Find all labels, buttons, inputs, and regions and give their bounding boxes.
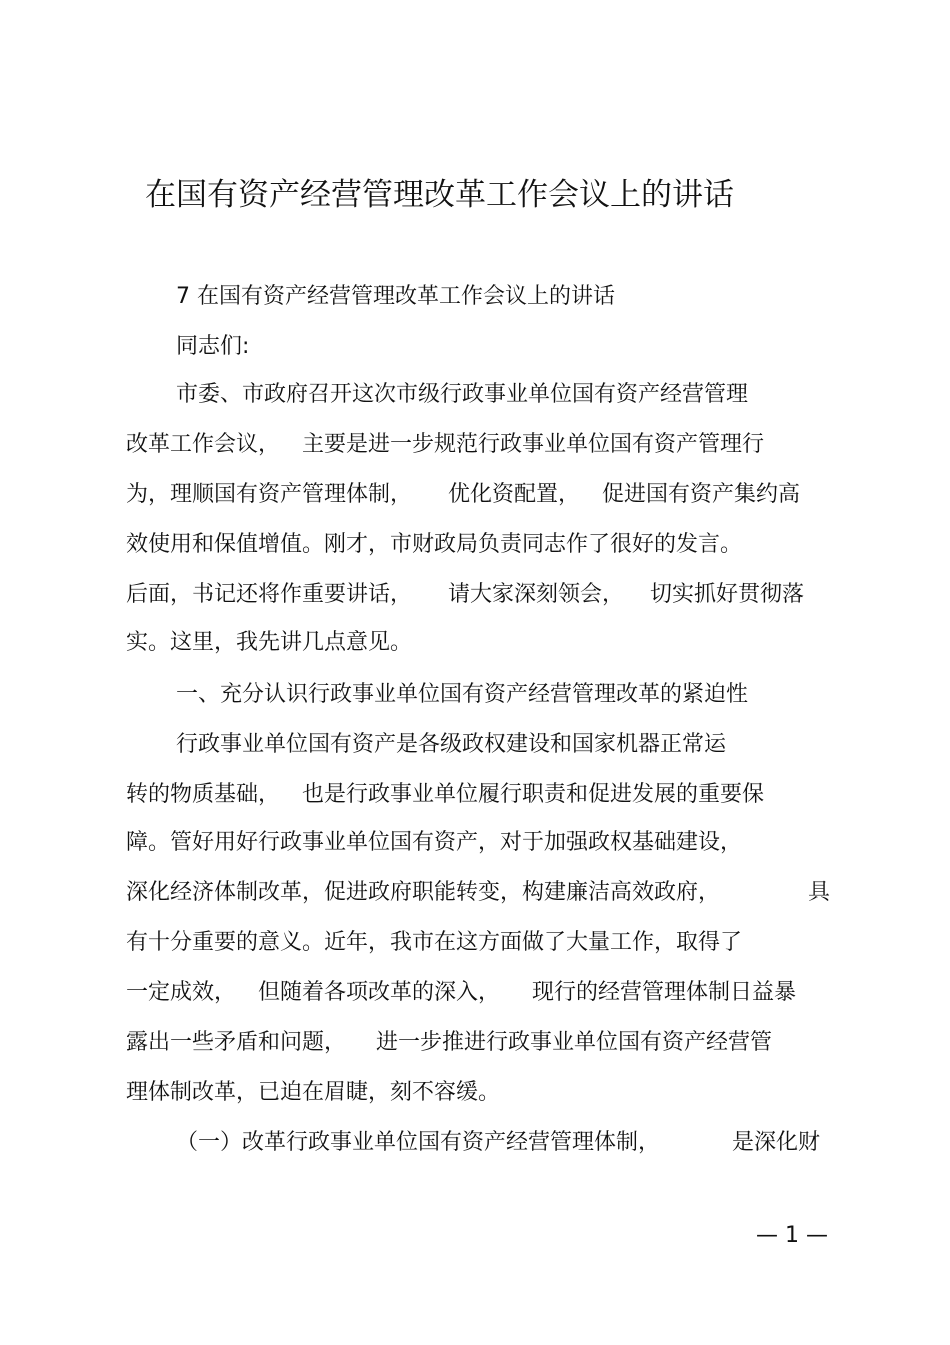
text-segment: 深化经济体制改革，促进政府职能转变，构建廉洁高效政府，	[126, 880, 721, 905]
paragraph-1-line-1: 市委、市政府召开这次市级行政事业单位国有资产经营管理	[176, 382, 749, 407]
paragraph-2-line-4-end: 具	[808, 880, 831, 905]
paragraph-1-line-3	[126, 480, 800, 510]
text-segment: 也是行政事业单位履行职责和促进发展的重要保	[302, 782, 765, 807]
text-segment: 一定成效，	[126, 980, 237, 1005]
paragraph-3-line-1: （一）改革行政事业单位国有资产经营管理体制，	[176, 1130, 661, 1155]
paragraph-1-line-2	[126, 430, 764, 460]
text-segment: 后面，书记还将作重要讲话，	[126, 582, 413, 607]
text-segment: 进一步推进行政事业单位国有资产经营管	[376, 1030, 773, 1055]
paragraph-2-line-3: 障。管好用好行政事业单位国有资产，对于加强政权基础建设，	[126, 830, 743, 855]
document-subtitle: 7 在国有资产经营管理改革工作会议上的讲话	[176, 284, 615, 309]
text-segment: 转的物质基础，	[126, 782, 281, 807]
paragraph-2-line-7	[126, 1028, 772, 1058]
section-heading-1: 一、充分认识行政事业单位国有资产经营管理改革的紧迫性	[176, 682, 749, 707]
text-segment: 切实抓好贯彻落	[650, 582, 805, 607]
paragraph-1-line-5	[126, 580, 804, 610]
paragraph-2-line-1: 行政事业单位国有资产是各级政权建设和国家机器正常运	[176, 732, 727, 757]
text-segment: 为，理顺国有资产管理体制，	[126, 482, 413, 507]
paragraph-2-line-6	[126, 978, 796, 1008]
paragraph-1-line-4: 效使用和保值增值。刚才，市财政局负责同志作了很好的发言。	[126, 532, 743, 557]
paragraph-2-line-8: 理体制改革，已迫在眉睫，刻不容缓。	[126, 1080, 501, 1105]
text-segment: 现行的经营管理体制日益暴	[532, 980, 797, 1005]
text-segment: 改革工作会议，	[126, 432, 281, 457]
page-number: — 1 —	[756, 1223, 828, 1248]
paragraph-2-line-5: 有十分重要的意义。近年，我市在这方面做了大量工作，取得了	[126, 930, 743, 955]
document-title: 在国有资产经营管理改革工作会议上的讲话	[145, 177, 734, 213]
text-segment: 优化资配置，	[448, 482, 581, 507]
text-segment: 主要是进一步规范行政事业单位国有资产管理行	[302, 432, 765, 457]
paragraph-3-line-1-end: 是深化财	[732, 1130, 821, 1155]
paragraph-1-line-6: 实。这里，我先讲几点意见。	[126, 630, 413, 655]
paragraph-2-line-4	[126, 878, 720, 908]
text-segment: 请大家深刻领会，	[448, 582, 625, 607]
greeting: 同志们:	[176, 334, 250, 359]
paragraph-2-line-2	[126, 780, 764, 810]
text-segment: 但随着各项改革的深入，	[258, 980, 501, 1005]
text-segment: 促进国有资产集约高	[602, 482, 801, 507]
text-segment: 露出一些矛盾和问题，	[126, 1030, 347, 1055]
